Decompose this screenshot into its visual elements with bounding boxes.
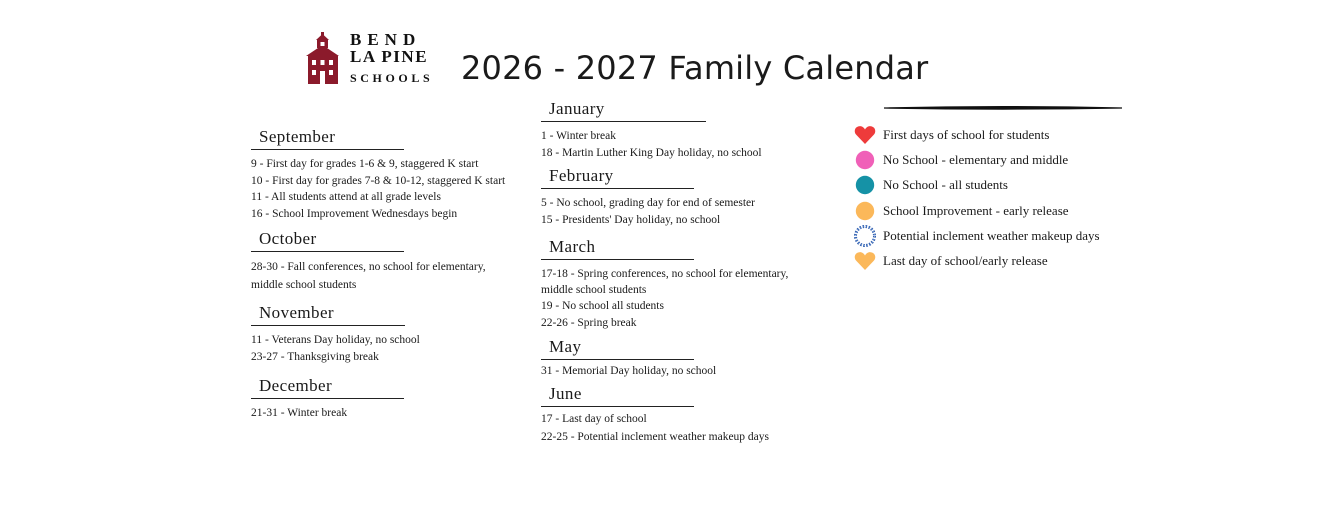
legend-label: No School - elementary and middle [883, 151, 1069, 167]
event-item: 18 - Martin Luther King Day holiday, no school [541, 146, 762, 159]
event-item: 11 - All students attend at all grade levels [251, 191, 441, 203]
event-item: 9 - First day for grades 1-6 & 9, staggered K start [251, 158, 479, 170]
page-title: 2026 - 2027 Family Calendar [461, 49, 929, 88]
event-item: 10 - First day for grades 7-8 & 10-12, staggered K start [251, 174, 506, 187]
event-list [541, 410, 811, 446]
month-heading: November [251, 303, 405, 326]
legend-item [852, 248, 1100, 273]
event-item: 1 - Winter break [541, 130, 617, 142]
logo-line-2: LA PINE [350, 47, 429, 66]
event-item: 16 - School Improvement Wednesdays begin [251, 207, 458, 220]
red-heart-icon [852, 123, 878, 147]
event-list [541, 363, 811, 380]
event-item: 21-31 - Winter break [251, 407, 348, 419]
month-january [541, 99, 811, 161]
month-november [251, 303, 521, 365]
month-september [251, 127, 521, 222]
month-december [251, 376, 521, 422]
event-item: 28-30 - Fall conferences, no school for elementary, middle school students [251, 261, 486, 291]
legend-item [852, 122, 1100, 147]
schoolhouse-icon [306, 30, 340, 86]
pink-circle-icon [852, 148, 878, 172]
event-item: 5 - No school, grading day for end of semester [541, 197, 755, 209]
legend-label: First days of school for students [883, 126, 1050, 142]
orange-heart-icon [852, 249, 878, 273]
month-heading: June [541, 384, 694, 407]
district-logo [306, 30, 446, 88]
month-heading: February [541, 166, 694, 189]
event-list [251, 156, 521, 222]
event-item: 17-18 - Spring conferences, no school for elementary, middle school students [541, 268, 789, 296]
orange-circle-icon [852, 199, 878, 223]
legend-item [852, 173, 1100, 198]
legend-divider [882, 104, 1124, 112]
event-item: 17 - Last day of school [541, 413, 647, 425]
month-march [541, 237, 806, 331]
month-heading: September [251, 127, 404, 150]
month-june [541, 384, 811, 446]
event-list [251, 405, 521, 422]
event-item: 15 - Presidents' Day holiday, no school [541, 213, 721, 226]
legend-item [852, 147, 1100, 172]
legend-item [852, 223, 1100, 248]
legend-item [852, 198, 1100, 223]
month-heading: May [541, 337, 694, 360]
event-item: 23-27 - Thanksgiving break [251, 350, 379, 363]
month-heading: October [251, 229, 404, 252]
event-item: 22-26 - Spring break [541, 316, 637, 329]
event-list [541, 195, 811, 228]
teal-circle-icon [852, 173, 878, 197]
month-heading: December [251, 376, 404, 399]
event-item: 19 - No school all students [541, 300, 664, 312]
logo-line-3: SCHOOLS [350, 71, 434, 85]
event-item: 22-25 - Potential inclement weather makeup days [541, 431, 770, 443]
legend-label: No School - all students [883, 177, 1008, 193]
month-october [251, 229, 513, 294]
event-list [541, 128, 811, 161]
event-item: 31 - Memorial Day holiday, no school [541, 365, 717, 377]
month-heading: March [541, 237, 694, 260]
event-list [251, 332, 521, 365]
event-list [251, 258, 513, 294]
event-list [541, 266, 806, 331]
event-item: 11 - Veterans Day holiday, no school [251, 334, 420, 346]
legend-label: Last day of school/early release [883, 253, 1048, 269]
legend [852, 122, 1100, 274]
legend-label: Potential inclement weather makeup days [883, 227, 1100, 243]
snowflake-ring-icon [852, 224, 878, 248]
month-february [541, 166, 811, 228]
month-heading: January [541, 99, 706, 122]
logo-line-1: BEND [350, 30, 422, 49]
legend-label: School Improvement - early release [883, 202, 1069, 218]
month-may [541, 337, 811, 380]
